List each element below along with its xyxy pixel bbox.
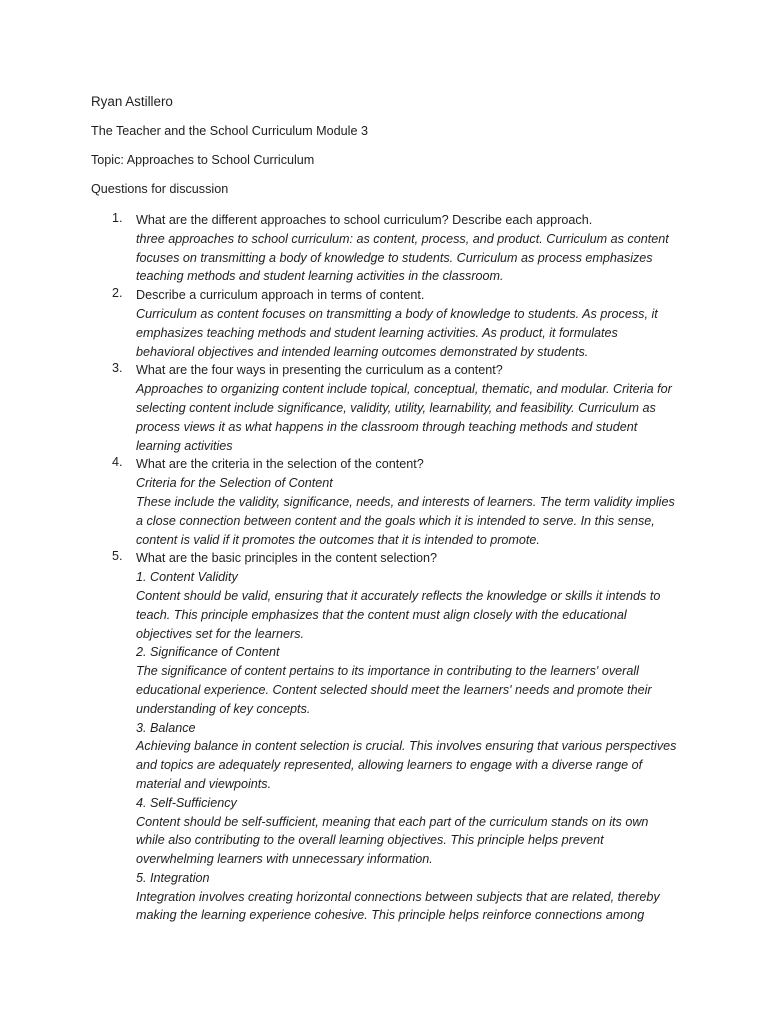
answer-line: three approaches to school curriculum: as content, process, and product. Curriculum as content <box>136 231 669 246</box>
question-item <box>112 361 692 455</box>
answer-line: These include the validity, significance, needs, and interests of learners. The term validity implies <box>136 494 675 509</box>
question-text: What are the criteria in the selection of the content? <box>136 457 424 472</box>
question-text: Describe a curriculum approach in terms of content. <box>136 288 425 303</box>
answer-line: teach. This principle emphasizes that the content must align closely with the educational <box>136 607 627 622</box>
answer-line: Curriculum as content focuses on transmitting a body of knowledge to students. As process, it <box>136 306 658 321</box>
answer-line: Integration involves creating horizontal connections between subjects that are related, thereby <box>136 889 660 904</box>
question-item <box>112 286 692 361</box>
answer-line: The significance of content pertains to its importance in contributing to the learners' overall <box>136 664 639 679</box>
answer-line: 4. Self-Sufficiency <box>136 795 237 810</box>
answer-line: educational experience. Content selected should meet the learners' needs and promote their <box>136 682 652 697</box>
question-number: 1. <box>112 211 123 225</box>
answer-line: understanding of key concepts. <box>136 701 311 716</box>
answer-line: objectives set for the learners. <box>136 626 304 641</box>
answer-line: Criteria for the Selection of Content <box>136 476 333 491</box>
answer-line: making the learning experience cohesive. This principle helps reinforce connections among <box>136 908 645 923</box>
answer-line: while also contributing to the overall learning objectives. This principle helps prevent <box>136 833 604 848</box>
answer-line: overwhelming learners with unnecessary information. <box>136 852 433 867</box>
answer-line: and topics are adequately represented, allowing learners to engage with a diverse range of <box>136 758 643 773</box>
answer-line: learning activities <box>136 438 233 453</box>
answer-line: selecting content include significance, validity, utility, learnability, and feasibility. Curriculum as <box>136 400 656 415</box>
question-item <box>112 455 692 549</box>
answer-line: 2. Significance of Content <box>136 645 280 660</box>
author-name: Ryan Astillero <box>91 94 173 109</box>
question-item <box>112 211 692 286</box>
answer-line: Achieving balance in content selection is crucial. This involves ensuring that various perspectives <box>136 739 677 754</box>
question-number: 2. <box>112 286 123 301</box>
answer-line: focuses on transmitting a body of knowledge to students. Curriculum as process emphasizes <box>136 250 653 265</box>
answer-line: 5. Integration <box>136 870 210 885</box>
answer-line: behavioral objectives and intended learning outcomes demonstrated by students. <box>136 344 589 359</box>
answer-line: Approaches to organizing content include topical, conceptual, thematic, and modular. Criteria for <box>136 382 672 397</box>
answer-line: material and viewpoints. <box>136 776 272 791</box>
answer-line: 1. Content Validity <box>136 570 238 585</box>
question-number: 4. <box>112 455 123 470</box>
question-number: 3. <box>112 361 123 376</box>
answer-line: process views it as what happens in the classroom through teaching methods and student <box>136 419 638 434</box>
answer-line: Content should be valid, ensuring that it accurately reflects the knowledge or skills it intends to <box>136 588 661 603</box>
answer-line: a close connection between content and the goals which it is intended to serve. In this sense, <box>136 513 655 528</box>
question-number: 5. <box>112 549 123 564</box>
questions-heading: Questions for discussion <box>91 182 229 196</box>
course-title: The Teacher and the School Curriculum Module 3 <box>91 124 368 138</box>
question-text: What are the basic principles in the content selection? <box>136 551 438 566</box>
question-item <box>112 549 692 925</box>
answer-line: teaching methods and student learning activities in the classroom. <box>136 269 504 284</box>
answer-line: Content should be self-sufficient, meaning that each part of the curriculum stands on its own <box>136 814 649 829</box>
answer-line: 3. Balance <box>136 720 196 735</box>
question-text: What are the four ways in presenting the curriculum as a content? <box>136 363 503 378</box>
answer-line: emphasizes teaching methods and student learning activities. As product, it formulates <box>136 325 618 340</box>
questions-list <box>112 211 692 925</box>
answer-line: content is valid if it promotes the outcomes that it is intended to promote. <box>136 532 540 547</box>
question-text: What are the different approaches to school curriculum? Describe each approach. <box>136 213 593 227</box>
topic-line: Topic: Approaches to School Curriculum <box>91 153 315 167</box>
